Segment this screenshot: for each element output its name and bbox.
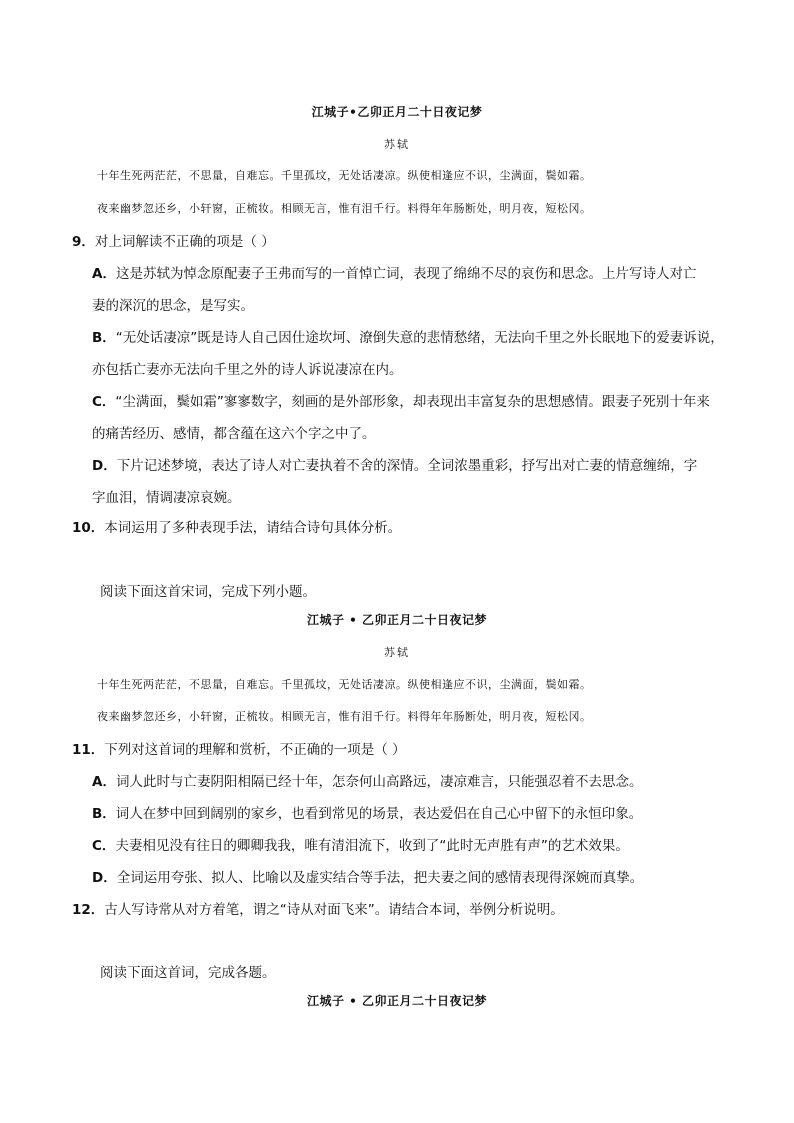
question-text: 本词运用了多种表现手法，请结合诗句具体分析。 (104, 520, 402, 536)
option-key: B． (92, 806, 116, 822)
option-continuation: 字血泪，情调凄凉哀婉。 (92, 490, 241, 506)
option-key: C． (92, 838, 116, 854)
option-text: 全词运用夸张、拟人、比喻以及虚实结合等手法，把夫妻之间的感情表现得深婉而真挚。 (116, 870, 644, 886)
question-number: 10． (72, 520, 105, 536)
option-b (92, 326, 724, 346)
question-text: 对上词解读不正确的项是（ ） (94, 234, 275, 250)
option-a (92, 262, 696, 282)
poem-line: 夜来幽梦忽还乡，小轩窗，正梳妆。相顾无言，惟有泪千行。料得年年肠断处，明月夜，短松冈。 (97, 710, 592, 723)
reading-instruction: 阅读下面这首词，完成各题。 (100, 965, 276, 981)
question-12 (72, 898, 564, 918)
poem-line: 十年生死两茫茫，不思量，自难忘。千里孤坟，无处话凄凉。纵使相逢应不识，尘满面，鬓如霜。 (97, 169, 592, 182)
option-text: 夫妻相见没有往日的卿卿我我，唯有清泪流下，收到了“此时无声胜有声”的艺术效果。 (115, 838, 629, 854)
option-c (92, 390, 710, 410)
poem-author: 苏轼 (384, 138, 410, 151)
option-d (92, 454, 697, 474)
option-key: D． (92, 458, 117, 474)
option-continuation: 的痛苦经历、感情，都含蕴在这六个字之中了。 (92, 426, 376, 442)
option-key: A． (92, 774, 116, 790)
question-10 (72, 516, 401, 536)
option-key: D． (92, 870, 117, 886)
option-key: B． (92, 330, 116, 346)
option-continuation: 妻的深沉的思念，是写实。 (92, 298, 254, 314)
question-text: 古人写诗常从对方着笔，谓之“诗从对面飞来”。请结合本词，举例分析说明。 (104, 902, 564, 918)
reading-instruction: 阅读下面这首宋词，完成下列小题。 (100, 584, 316, 600)
poem-author: 苏轼 (384, 646, 410, 659)
option-a (92, 770, 642, 790)
poem-line: 十年生死两茫茫，不思量，自难忘。千里孤坟，无处话凄凉。纵使相逢应不识，尘满面，鬓如霜。 (97, 678, 592, 691)
poem-title: 江城子•乙卯正月二十日夜记梦 (311, 105, 483, 119)
question-11 (72, 738, 406, 758)
option-text: “尘满面，鬓如霜”寥寥数字，刻画的是外部形象，却表现出丰富复杂的思想感情。跟妻子死别十年来 (115, 394, 710, 410)
option-text: 这是苏轼为悼念原配妻子王弗而写的一首悼亡词，表现了绵绵不尽的哀伤和思念。上片写诗人对亡 (115, 266, 697, 282)
option-text: 下片记述梦境，表达了诗人对亡妻执着不舍的深情。全词浓墨重彩，抒写出对亡妻的情意缠绵，字 (116, 458, 698, 474)
question-9 (72, 230, 275, 250)
question-text: 下列对这首词的理解和赏析，不正确的一项是（ ） (104, 742, 406, 758)
option-c (92, 834, 629, 854)
poem-title: 江城子 • 乙卯正月二十日夜记梦 (306, 994, 488, 1008)
question-number: 9． (72, 234, 95, 250)
option-text: 词人此时与亡妻阴阳相隔已经十年，怎奈何山高路远，凄凉难言，只能强忍着不去思念。 (115, 774, 643, 790)
option-b (92, 802, 642, 822)
option-key: A． (92, 266, 116, 282)
option-continuation: 亦包括亡妻亦无法向千里之外的诗人诉说凄凉在内。 (92, 362, 403, 378)
option-text: 词人在梦中回到阔别的家乡，也看到常见的场景，表达爱侣在自己心中留下的永恒印象。 (115, 806, 643, 822)
option-d (92, 866, 643, 886)
question-number: 12． (72, 902, 105, 918)
poem-line: 夜来幽梦忽还乡，小轩窗，正梳妆。相顾无言，惟有泪千行。料得年年肠断处，明月夜，短松冈。 (97, 202, 592, 215)
option-key: C． (92, 394, 116, 410)
question-number: 11． (72, 742, 105, 758)
option-text: “无处话凄凉”既是诗人自己因仕途坎坷、潦倒失意的悲情愁绪，无法向千里之外长眠地下的爱妻诉说， (115, 330, 724, 346)
poem-title: 江城子 • 乙卯正月二十日夜记梦 (306, 613, 488, 627)
